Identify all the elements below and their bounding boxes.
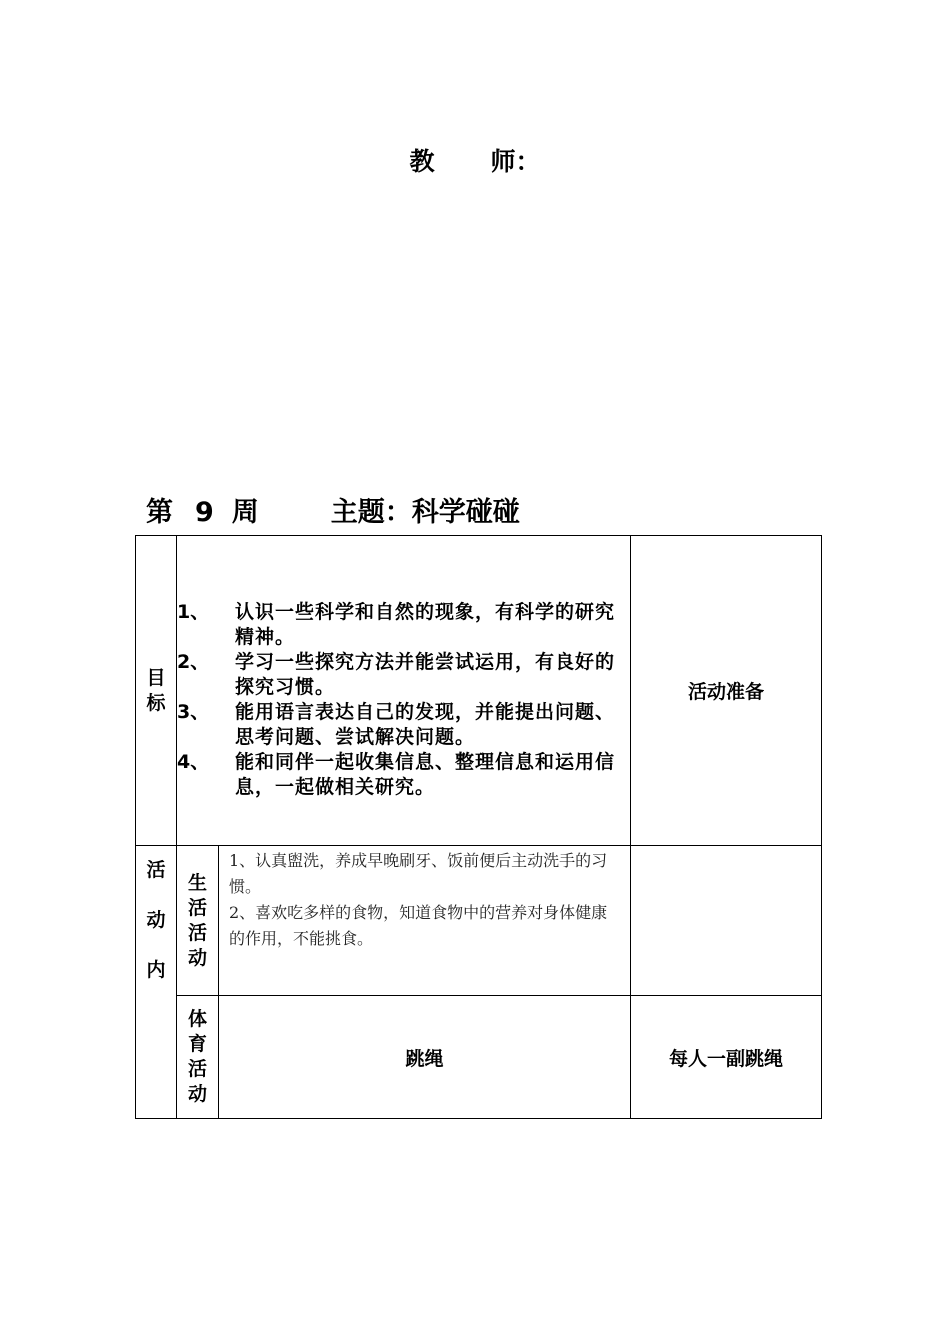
life-label-char: 生 bbox=[187, 871, 207, 894]
life-activity-row bbox=[136, 846, 822, 996]
week-suffix: 周 bbox=[231, 497, 259, 528]
life-prep-cell bbox=[631, 846, 822, 996]
goal-item bbox=[177, 650, 630, 700]
life-label-char: 活 bbox=[187, 896, 207, 919]
goal-number: 3、 bbox=[177, 700, 210, 723]
life-content-line: 1、认真盥洗，养成早晚刷牙、饭前便后主动洗手的习惯。 bbox=[229, 851, 608, 896]
pe-label-char: 动 bbox=[187, 1083, 207, 1105]
theme-title: 主题：科学碰碰 bbox=[330, 497, 520, 528]
life-label-char: 活 bbox=[187, 921, 207, 944]
goal-item bbox=[177, 700, 630, 750]
week-prefix: 第 bbox=[146, 497, 173, 528]
goal-text: 认识一些科学和自然的现象，有科学的研究精神。 bbox=[235, 600, 616, 648]
teacher-label-char2: 师： bbox=[490, 147, 541, 176]
teacher-heading bbox=[0, 142, 950, 178]
goal-number: 2、 bbox=[177, 650, 210, 673]
pe-label-char: 体 bbox=[187, 1008, 207, 1030]
goal-number: 4、 bbox=[177, 750, 210, 773]
life-label-cell bbox=[177, 846, 219, 996]
prep-header-cell: 活动准备 bbox=[631, 536, 822, 846]
pe-activity-row bbox=[136, 996, 822, 1119]
activity-label-cell bbox=[136, 846, 177, 1119]
activity-label-char: 活 bbox=[146, 859, 166, 881]
goal-number: 1、 bbox=[177, 600, 210, 623]
activity-label-char: 内 bbox=[146, 959, 166, 981]
goals-label-char: 目 bbox=[146, 666, 166, 689]
pe-label-char: 活 bbox=[187, 1058, 207, 1080]
goal-item bbox=[177, 750, 630, 800]
goal-text: 能用语言表达自己的发现，并能提出问题、思考问题、尝试解决问题。 bbox=[235, 700, 616, 748]
goal-text: 学习一些探究方法并能尝试运用，有良好的探究习惯。 bbox=[235, 650, 616, 698]
goals-cell bbox=[177, 536, 631, 846]
life-content-cell bbox=[219, 846, 631, 996]
pe-label-cell bbox=[177, 996, 219, 1119]
pe-content-cell: 跳绳 bbox=[219, 996, 631, 1119]
weekly-plan-table bbox=[135, 535, 822, 1119]
goal-item bbox=[177, 600, 630, 650]
activity-label-char: 动 bbox=[146, 909, 166, 931]
goals-row bbox=[136, 536, 822, 846]
week-theme-line bbox=[146, 490, 520, 529]
pe-label-char: 育 bbox=[187, 1033, 207, 1055]
teacher-label-char1: 教 bbox=[409, 147, 435, 176]
life-content-line: 2、喜欢吃多样的食物，知道食物中的营养对身体健康的作用，不能挑食。 bbox=[229, 903, 608, 948]
goals-label-cell bbox=[136, 536, 177, 846]
goal-text: 能和同伴一起收集信息、整理信息和运用信息，一起做相关研究。 bbox=[235, 750, 616, 798]
goals-label-char: 标 bbox=[146, 691, 166, 714]
life-label-char: 动 bbox=[187, 946, 207, 969]
week-number: 9 bbox=[195, 497, 214, 528]
pe-prep-cell: 每人一副跳绳 bbox=[631, 996, 822, 1119]
